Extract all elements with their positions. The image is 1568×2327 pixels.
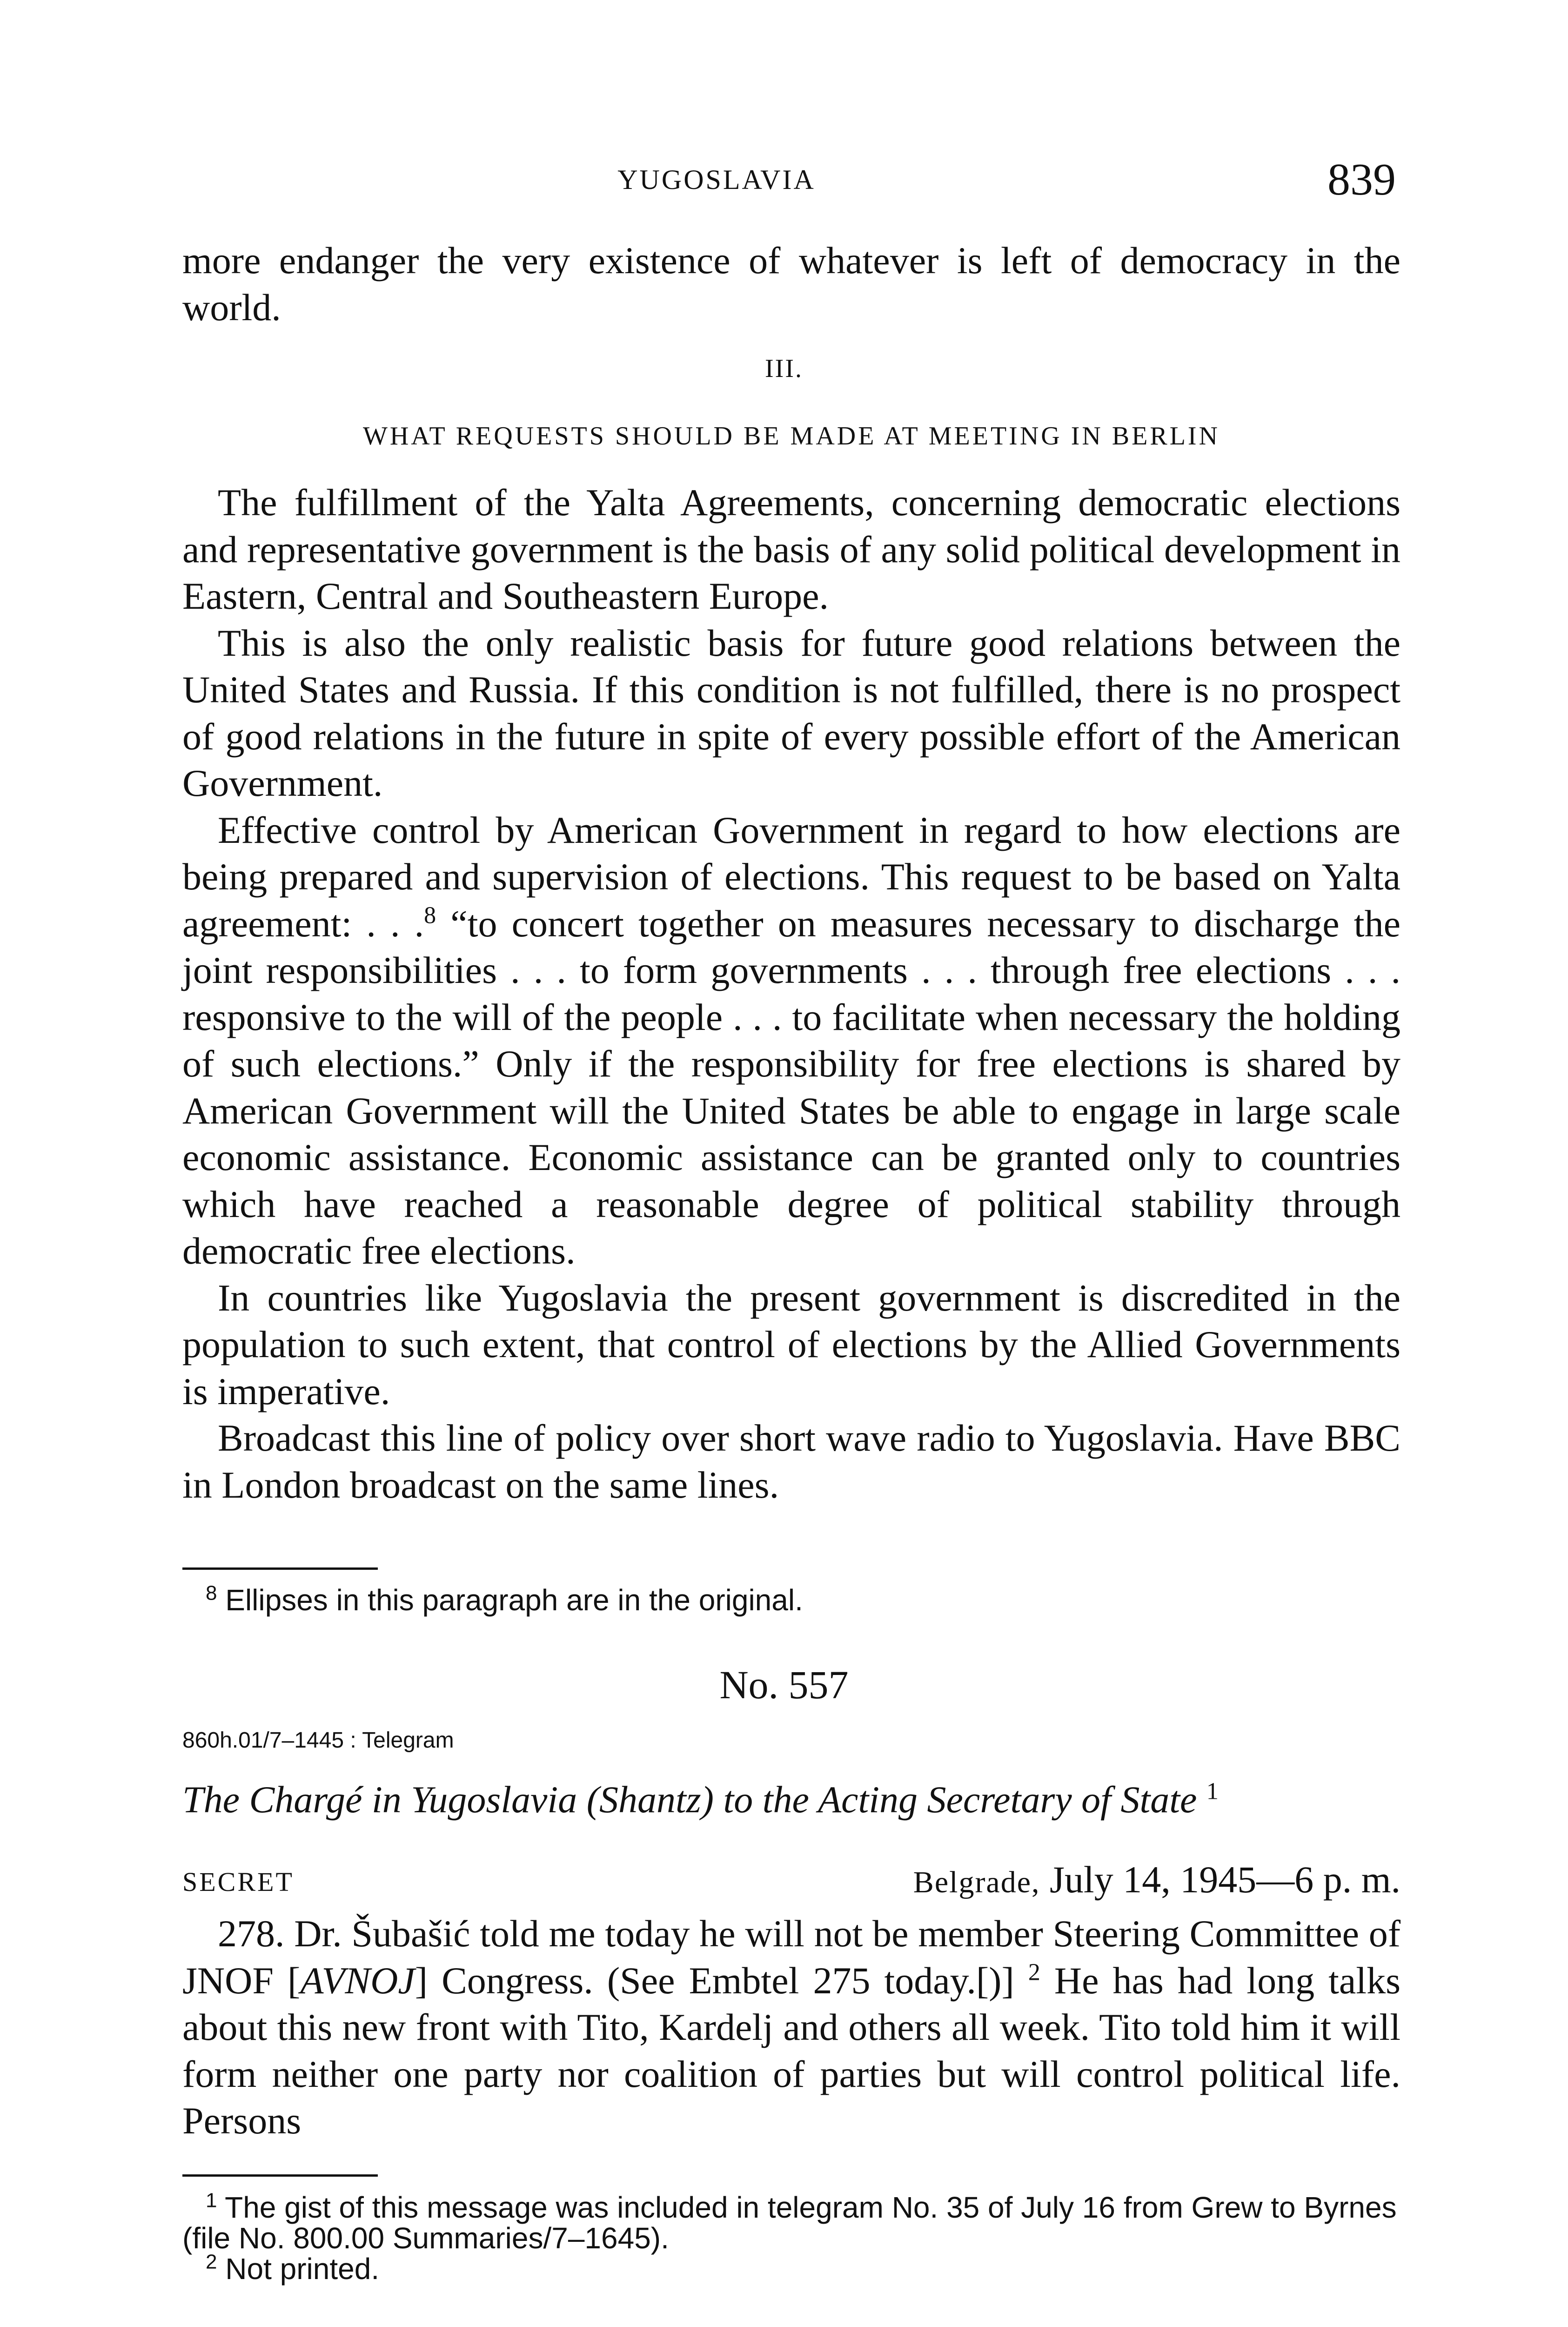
footnote-divider <box>182 1567 378 1570</box>
footnote <box>182 2189 1400 2255</box>
footnote-divider <box>182 2174 378 2177</box>
file-reference: 860h.01/7–1445 : Telegram <box>182 1728 454 1753</box>
paragraph-text-rest: “to concert together on measures necessary to discharge the joint responsibilities . . . to form governments . . . through free elections . . . responsive to the will of the people . . . to facilitate when necessary the holding of such elections.” Only if the responsibility for free elections is shared by American Government will the United States be able to engage in large scale economic assistance. Economic assistance can be granted only to countries which have reached a reasonable degree of political stability through democratic free elections. <box>182 902 1400 1272</box>
footnote-text: Not printed. <box>225 2252 380 2286</box>
paragraph-text <box>182 1910 1400 2145</box>
footnote-reference: 8 <box>424 902 436 929</box>
footnote <box>182 1581 1400 1617</box>
continuation-paragraph <box>182 237 1400 331</box>
dateline <box>913 1858 1400 1902</box>
telegram-body <box>182 1910 1400 2145</box>
paragraph-text-start: Effective control by American Government in regard to how elections are being prepared and supervision of elections. This request to be based on Yalta agreement: . . . <box>182 808 1400 945</box>
footnote-reference: 1 <box>1206 1778 1219 1805</box>
paragraph-text <box>182 807 1400 1275</box>
footnote-reference: 2 <box>1028 1959 1040 1986</box>
section-title: WHAT REQUESTS SHOULD BE MADE AT MEETING IN BERLIN <box>362 422 1220 451</box>
running-head <box>0 154 1568 205</box>
section-body <box>182 479 1400 1508</box>
page-number: 839 <box>1327 155 1396 205</box>
paragraph-text: In countries like Yugoslavia the present government is discredited in the population to such extent, that control of elections by the Allied Governments is imperative. <box>182 1276 1400 1412</box>
running-head-title: YUGOSLAVIA <box>617 164 816 195</box>
paragraph-text: Broadcast this line of policy over short wave radio to Yugoslavia. Have BBC in London broadcast on the same lines. <box>182 1417 1400 1506</box>
footnote-mark: 2 <box>206 2250 217 2273</box>
paragraph-text: This is also the only realistic basis for future good relations between the United States and Russia. If this condition is not fulfilled, there is no prospect of good relations in the future in spite of every possible effort of the American Government. <box>182 621 1400 804</box>
telegram-text-italic: AVNOJ <box>300 1959 415 2002</box>
telegram-text-start: 278. Dr. Šubašić told me today he will not be member Steering Committee of JNOF [ <box>182 1912 1400 2002</box>
dateline-place: Belgrade, <box>913 1865 1040 1899</box>
paragraph-text: more endanger the very existence of whatever is left of democracy in the world. <box>182 239 1400 329</box>
footnote-text: The gist of this message was included in telegram No. 35 of July 16 from Grew to Byrnes (file No. 800.00 Summaries/7–1645). <box>182 2191 1397 2255</box>
document-number: No. 557 <box>719 1662 849 1707</box>
footnote-text: Ellipses in this paragraph are in the original. <box>225 1583 803 1617</box>
telegram-text-middle: ] Congress. (See Embtel 275 today.[)] <box>415 1959 1014 2002</box>
classification-label: SECRET <box>182 1867 294 1897</box>
dateline-date: July 14, 1945—6 p. m. <box>1050 1858 1400 1901</box>
footnote-mark: 8 <box>206 1581 217 1605</box>
paragraph-text: The fulfillment of the Yalta Agreements, concerning democratic elections and representative government is the basis of any solid political development in Eastern, Central and Southeastern Europe. <box>182 481 1400 617</box>
document-heading-text: The Chargé in Yugoslavia (Shantz) to the Acting Secretary of State <box>182 1778 1197 1821</box>
telegram-text-end: He has had long talks about this new front with Tito, Kardelj and others all week. Tito told him it will form neither one party nor coalition of parties but will control political life. Persons <box>182 1959 1400 2142</box>
footnote-mark: 1 <box>206 2189 217 2212</box>
section-number: III. <box>765 354 803 383</box>
footnote <box>182 2250 1400 2286</box>
document-heading <box>182 1778 1400 1822</box>
